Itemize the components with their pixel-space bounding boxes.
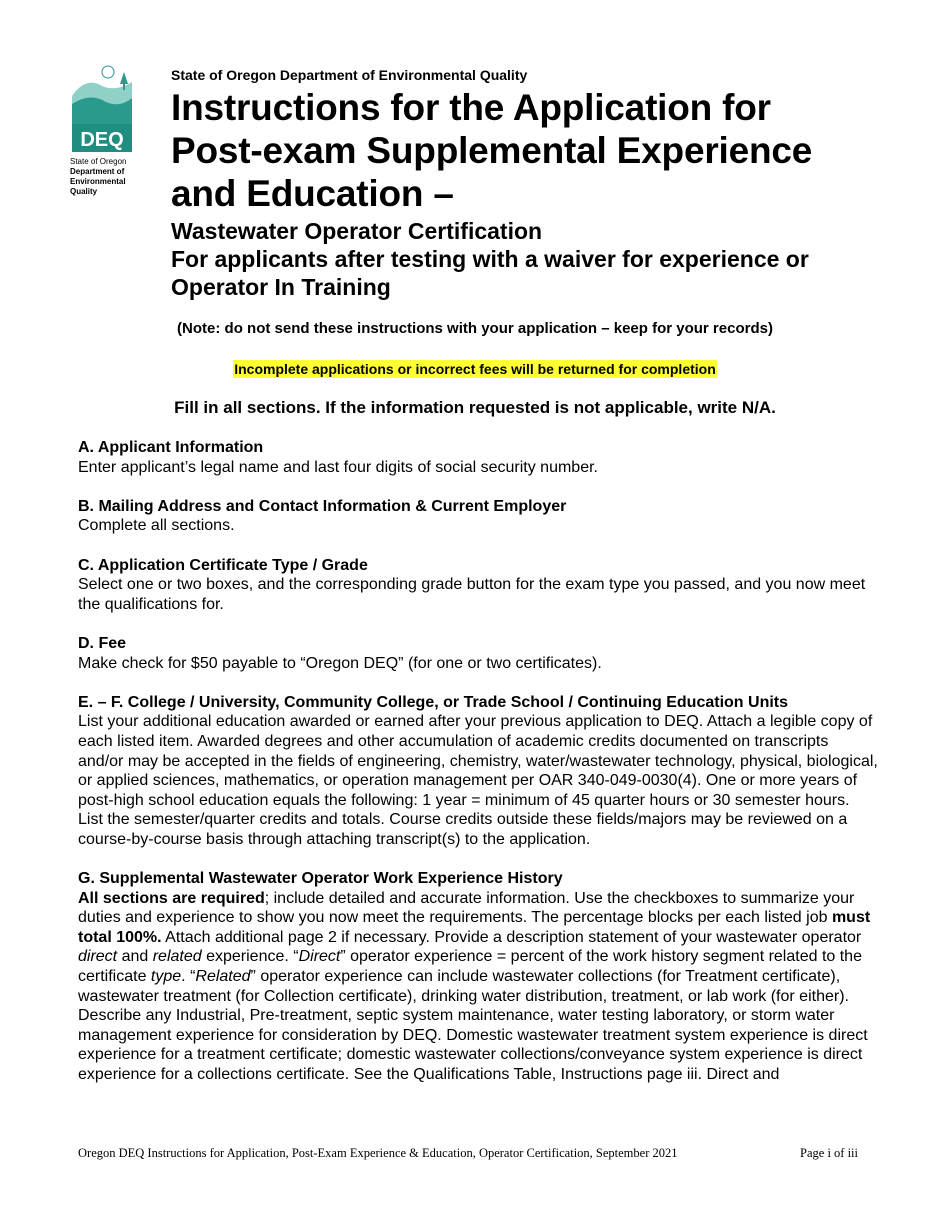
section-heading: A. Applicant Information — [78, 439, 264, 456]
logo-line-4: Quality — [70, 187, 98, 196]
subtitle-line: Wastewater Operator Certification — [171, 218, 543, 244]
document-header — [171, 66, 891, 301]
logo-mark: DEQ — [80, 129, 124, 151]
subtitle-line: For applicants after testing with a waiver for experience or — [171, 246, 809, 272]
section-a — [78, 438, 878, 477]
section-text: Complete all sections. — [78, 517, 235, 535]
subtitle-line: Operator In Training — [171, 274, 391, 300]
section-c — [78, 556, 878, 615]
logo-line-1: State of Oregon — [70, 157, 127, 166]
document-title — [171, 86, 891, 215]
page-number: Page i of iii — [800, 1146, 858, 1160]
footer-title: Oregon DEQ Instructions for Application, Post-Exam Experience & Education, Operator Certification, September 2021 — [78, 1146, 678, 1160]
title-line: Instructions for the Application for — [171, 87, 771, 128]
section-heading: E. – F. College / University, Community College, or Trade School / Continuing Education Units — [78, 693, 789, 711]
section-text: All sections are required; include detailed and accurate information. Use the checkboxes to summarize your duties and experience to show you now meet the requirements. The percentage blocks per each listed job must total 100%. Attach additional page 2 if necessary. Provide a description statement of your wastewater operator direct and related experience. “Direct” operator experience = percent of the work history segment related to the certificate type. “Related” operator experience can include wastewater collections (for Treatment certificate), wastewater treatment (for Collection certificate), drinking water distribution, treatment, or lab work (for either). Describe any Industrial, Pre-treatment, septic system maintenance, water testing laboratory, or storm water management experience for consideration by DEQ. Domestic wastewater treatment system experience is direct experience for a treatment certificate; domestic wastewater collections/conveyance system experience is direct experience for a collections certificate. See the Qualifications Table, Instructions page iii. Direct and — [78, 889, 871, 1083]
section-e-f — [78, 693, 878, 850]
section-text: List your additional education awarded or earned after your previous application to DEQ. Attach a legible copy of each listed item. Awarded degrees and other accumulation of academic credits documented on transcripts and/or may be accepted in the fields of engineering, chemistry, water/wastewater technology, physical, biological, or applied sciences, mathematics, or operation management per OAR 340-049-0030(4). One or more years of post-high school education equals the following: 1 year = minimum of 45 quarter hours or 30 semester hours. List the semester/quarter credits and totals. Course credits outside these fields/majors may be reviewed on a course-by-course basis through attaching transcript(s) to the application. — [78, 713, 878, 848]
records-note: (Note: do not send these instructions with your application – keep for your records) — [177, 320, 773, 337]
section-text: Make check for $50 payable to “Oregon DEQ” (for one or two certificates). — [78, 654, 602, 672]
section-b — [78, 497, 878, 536]
section-heading: C. Application Certificate Type / Grade — [78, 556, 368, 574]
section-text: Enter applicant’s legal name and last four digits of social security number. — [78, 458, 598, 476]
logo-line-3: Environmental — [70, 177, 126, 186]
section-heading: B. Mailing Address and Contact Information & Current Employer — [78, 497, 567, 515]
section-d — [78, 634, 878, 673]
section-heading: D. Fee — [78, 634, 127, 652]
page-footer — [78, 1146, 858, 1161]
section-g — [78, 869, 878, 1085]
document-subtitle — [171, 217, 891, 301]
section-heading: G. Supplemental Wastewater Operator Work Experience History — [78, 870, 563, 888]
title-line: and Education – — [171, 173, 454, 214]
deq-landscape-logo-icon — [70, 62, 134, 152]
agency-name: State of Oregon Department of Environmental Quality — [171, 67, 528, 83]
incomplete-warning: Incomplete applications or incorrect fees will be returned for completion — [234, 361, 716, 377]
fill-instruction: Fill in all sections. If the information requested is not applicable, write N/A. — [174, 398, 776, 417]
title-line: Post-exam Supplemental Experience — [171, 130, 813, 171]
logo-line-2: Department of — [70, 167, 125, 176]
instructions-body — [78, 438, 878, 1104]
deq-logo — [70, 62, 136, 197]
section-text: Select one or two boxes, and the corresponding grade button for the exam type you passed, and you now meet the qualifications for. — [78, 576, 866, 613]
